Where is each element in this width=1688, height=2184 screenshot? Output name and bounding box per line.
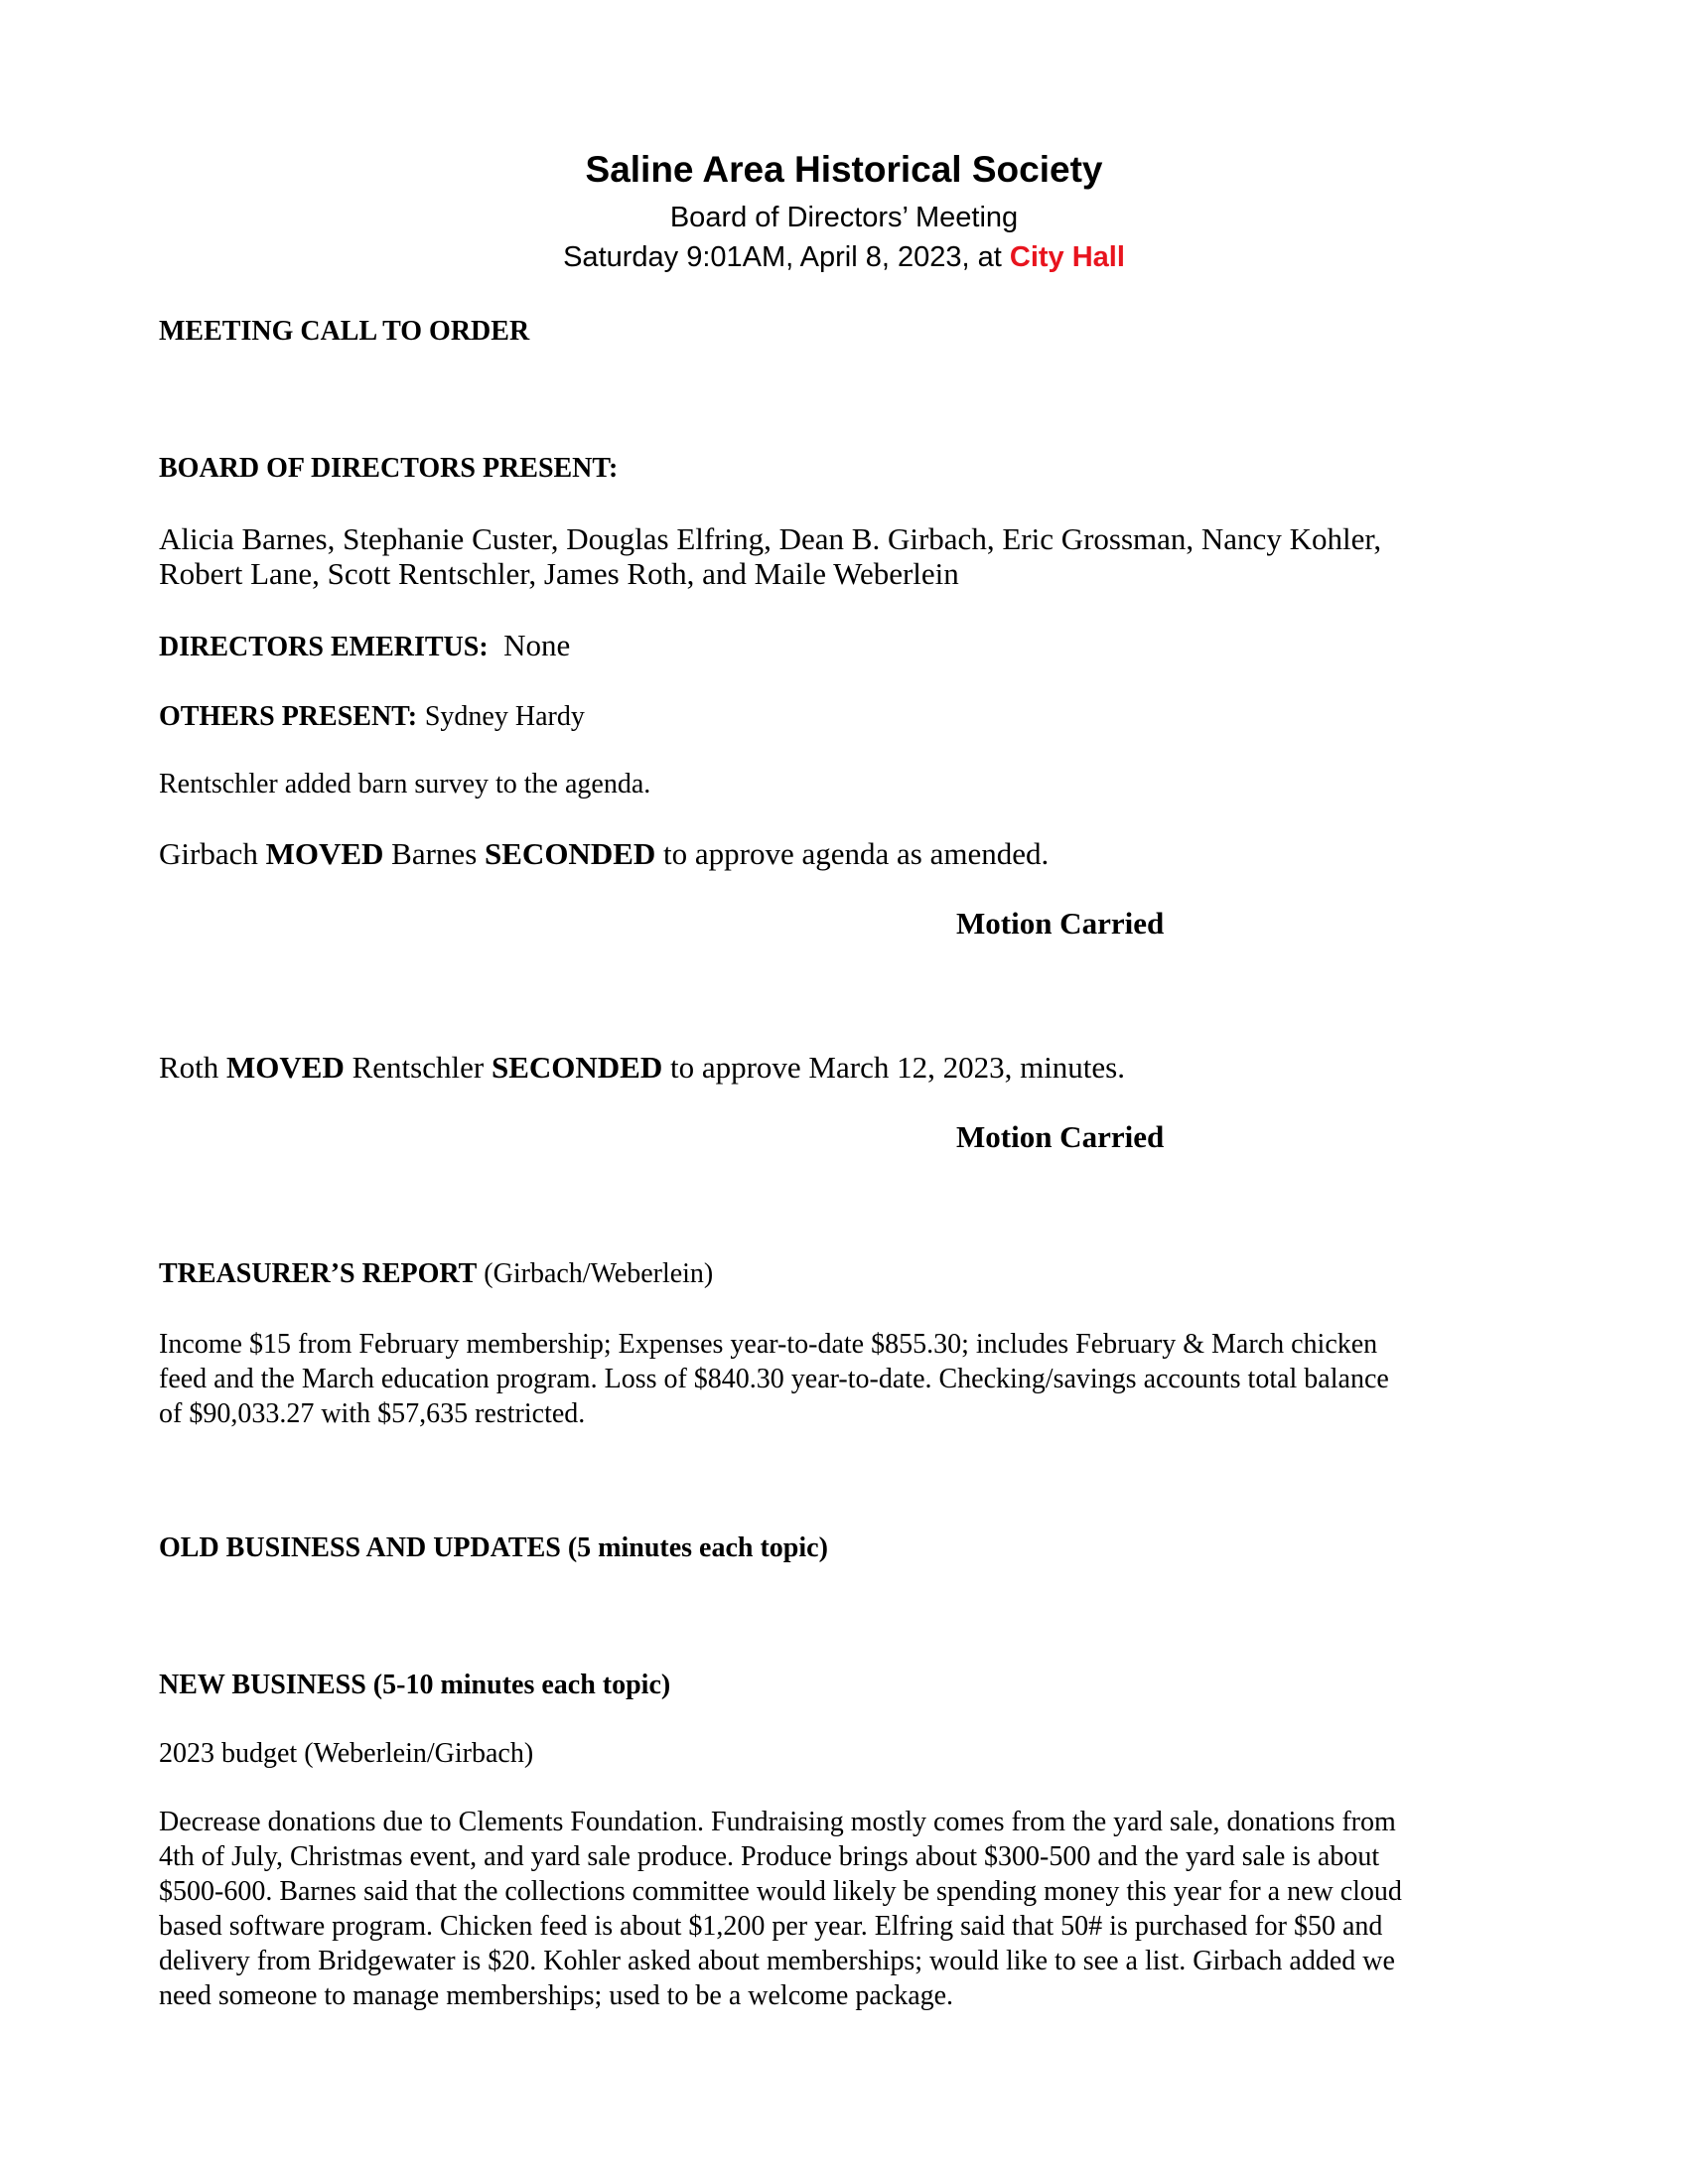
directors-emeritus (159, 628, 1529, 664)
motion-2-text: to approve March 12, 2023, minutes. (669, 1050, 1125, 1085)
new-business-heading (159, 1668, 1529, 1702)
motion-2-moved: MOVED (226, 1050, 345, 1085)
motion-1-seconded: SECONDED (485, 836, 656, 871)
meeting-location: City Hall (1009, 241, 1125, 273)
budget-line-2: 4th of July, Christmas event, and yard sale produce. Produce brings about $300-500 and the yard sale is about (159, 1841, 1380, 1872)
directors-present-names (159, 521, 1529, 591)
motion-1-text: to approve agenda as amended. (663, 836, 1050, 871)
motion-1-mover: Girbach (159, 836, 258, 871)
names-line-2: Robert Lane, Scott Rentschler, James Roth, and Maile Weberlein (159, 556, 959, 591)
budget-line-1: Decrease donations due to Clements Foundation. Fundraising mostly comes from the yard sale, donations from (159, 1807, 1396, 1837)
others-value: Sydney Hardy (424, 701, 585, 732)
call-to-order-heading: MEETING CALL TO ORDER (159, 316, 530, 347)
motion-2-seconded: SECONDED (491, 1050, 663, 1085)
emeritus-value: None (503, 628, 571, 662)
old-business-title: OLD BUSINESS AND UPDATES (159, 1532, 561, 1563)
treasurer-line-3: of $90,033.27 with $57,635 restricted. (159, 1398, 586, 1429)
motion-2-mover: Roth (159, 1050, 219, 1085)
treasurer-by: (Girbach/Weberlein) (484, 1258, 714, 1289)
others-present (159, 697, 1529, 734)
motion-1-result: Motion Carried (956, 906, 1165, 941)
treasurer-report-body (159, 1327, 1529, 1431)
meeting-datetime: Saturday 9:01AM, April 8, 2023, at (563, 241, 1010, 273)
treasurer-line-2: feed and the March education program. Loss of $840.30 year-to-date. Checking/savings accounts total balance (159, 1364, 1389, 1394)
names-line-1: Alicia Barnes, Stephanie Custer, Douglas Elfring, Dean B. Girbach, Eric Grossman, Nancy Kohler, (159, 521, 1382, 556)
treasurer-heading: TREASURER’S REPORT (159, 1258, 478, 1289)
motion-2 (159, 1050, 1529, 1085)
treasurer-heading-line (159, 1256, 1529, 1291)
new-business-title: NEW BUSINESS (159, 1670, 366, 1700)
old-business-note: (5 minutes each topic) (567, 1532, 828, 1563)
budget-line-4: based software program. Chicken feed is about $1,200 per year. Elfring said that 50# is purchased for $50 and (159, 1911, 1383, 1942)
meeting-datetime-line (0, 241, 1688, 274)
emeritus-label: DIRECTORS EMERITUS: (159, 632, 489, 662)
budget-line-3: $500-600. Barnes said that the collections committee would likely be spending money this year for a new cloud (159, 1876, 1402, 1907)
motion-1-moved: MOVED (265, 836, 384, 871)
motion-1 (159, 836, 1529, 871)
budget-body (159, 1805, 1529, 2013)
budget-heading: 2023 budget (Weberlein/Girbach) (159, 1738, 534, 1769)
motion-2-seconder: Rentschler (352, 1050, 485, 1085)
org-title: Saline Area Historical Society (585, 149, 1103, 190)
new-business-note: (5-10 minutes each topic) (372, 1670, 671, 1700)
motion-1-seconder: Barnes (391, 836, 478, 871)
old-business-heading (159, 1530, 1529, 1565)
motion-2-result: Motion Carried (956, 1119, 1165, 1154)
meeting-subtitle: Board of Directors’ Meeting (669, 202, 1019, 233)
others-label: OTHERS PRESENT: (159, 701, 418, 732)
agenda-note: Rentschler added barn survey to the agenda. (159, 769, 651, 800)
budget-line-5: delivery from Bridgewater is $20. Kohler asked about memberships; would like to see a list. Girbach added we (159, 1946, 1395, 1976)
budget-line-6: need someone to manage memberships; used to be a welcome package. (159, 1980, 954, 2011)
treasurer-line-1: Income $15 from February membership; Expenses year-to-date $855.30; includes February & March chicken (159, 1329, 1378, 1360)
directors-present-heading: BOARD OF DIRECTORS PRESENT: (159, 453, 619, 484)
